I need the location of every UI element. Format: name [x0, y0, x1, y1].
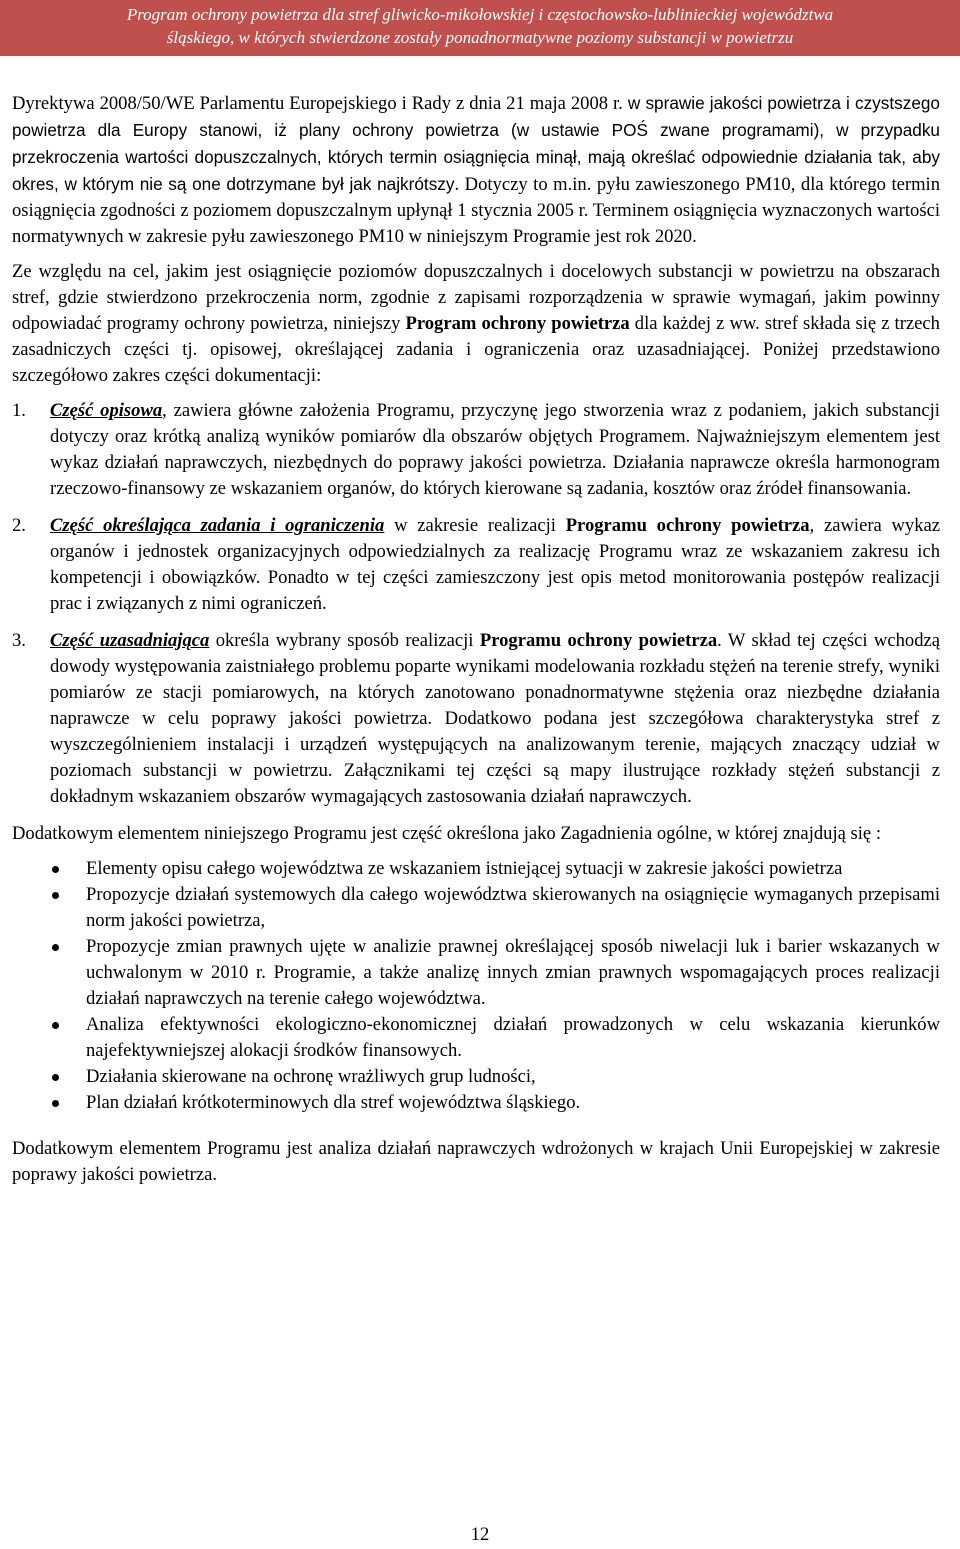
bullet-icon [12, 1012, 86, 1064]
part-text [50, 398, 940, 502]
list-item-text: Elementy opisu całego województwa ze wskazaniem istniejącej sytuacji w zakresie jakości powietrza [86, 858, 843, 879]
part-description: . W skład tej części wchodzą dowody występowania zaistniałego problemu poparte wynikami modelowania rozkładu stężeń na terenie strefy, wyniki pomiarów ze stacji pomiarowych, na których zanotowano ponadnormatywne stężenia oraz niezbędne działania naprawcze w celu poprawy jakości powietrza. Dodatkowo podana jest szczegółowa charakterystyka stref z wyszczególnieniem instalacji i urządzeń występujących na analizowanym terenie, mających znaczący udział w poziomach substancji w powietrzu. Załącznikami tej części są mapy ilustrujące rozkłady stężeń substancji z dokładnym wskazaniem obszarów wymagających zastosowania działań naprawczych. [50, 630, 940, 807]
part-text-before: określa wybrany sposób realizacji [209, 630, 480, 651]
bullet-icon [12, 1064, 86, 1090]
part-title: Część określająca zadania i ograniczenia [50, 515, 385, 536]
part-text [50, 513, 940, 617]
part-number: 2. [12, 515, 26, 536]
part-bold: Programu ochrony powietrza [479, 630, 718, 651]
list-item [12, 1064, 940, 1090]
list-item [12, 1012, 940, 1064]
part-description: , zawiera wykaz organów i jednostek organizacyjnych odpowiedzialnych za realizację Programu wraz ze wskazaniem zakresu ich kompetencji i obowiązków. Ponadto w tej części zamieszczony jest opis metod monitorowania postępów realizacji prac i związanych z nimi ograniczeń. [50, 515, 941, 614]
list-item [12, 882, 940, 934]
running-header [0, 0, 960, 56]
bullet-icon [12, 934, 86, 1012]
part-item-2 [12, 513, 940, 617]
part-bold: Programu ochrony powietrza [565, 515, 810, 536]
general-issues-list [12, 856, 940, 1116]
structure-paragraph [12, 259, 940, 389]
page-number: 12 [470, 1524, 490, 1545]
structure-text-after: dla każdej z ww. stref składa się z trzech zasadniczych części tj. opisowej, określającej zadania i ograniczenia oraz uzasadniającej. Poniżej przedstawiono szczegółowo zakres części dokumentacji: [12, 313, 940, 386]
list-item-text: Działania skierowane na ochronę wrażliwych grup ludności, [86, 1066, 536, 1087]
part-description: , zawiera główne założenia Programu, przyczynę jego stworzenia wraz z podaniem, jakich substancji dotyczy oraz krótką analizą wyników pomiarów dla obszarów objętych Programem. Najważniejszym elementem jest wykaz działań naprawczych, niezbędnych do poprawy jakości powietrza. Działania naprawcze określa harmonogram rzeczowo-finansowy ze wskazaniem organów, do których kierowane są zadania, kosztów oraz źródeł finansowania. [50, 400, 940, 499]
page-body [12, 90, 940, 1197]
header-line-1: Program ochrony powietrza dla stref gliwicko-mikołowskiej i częstochowsko-lublinieckiej województwa [126, 5, 834, 24]
list-item-text: Propozycje działań systemowych dla całego województwa skierowanych na osiągnięcie wymaganych przepisami norm jakości powietrza, [86, 884, 940, 931]
running-header-text [0, 3, 960, 49]
header-line-2: śląskiego, w których stwierdzone zostały ponadnormatywne poziomy substancji w powietrzu [166, 28, 794, 47]
part-item-3 [12, 628, 940, 810]
list-item [12, 934, 940, 1012]
intro-paragraph [12, 90, 940, 250]
structure-bold-title: Program ochrony powietrza [405, 313, 630, 334]
list-item-text: Plan działań krótkoterminowych dla stref województwa śląskiego. [86, 1092, 581, 1113]
part-title: Część opisowa [50, 400, 163, 421]
list-item [12, 1090, 940, 1116]
part-number: 3. [12, 630, 26, 651]
intro-rest-text: . Dotyczy to m.in. pyłu zawieszonego PM10, dla którego termin osiągnięcia zgodności z poziomem dopuszczalnym upłynął 1 stycznia 2005 r. Terminem osiągnięcia wyznaczonych wartości normatywnych w zakresie pyłu zawieszonego PM10 w niniejszym Programie jest rok 2020. [12, 174, 940, 247]
list-item-text: Propozycje zmian prawnych ujęte w analizie prawnej określającej sposób niwelacji luk i barier wskazanych w uchwalonym w 2010 r. Programie, a także analizę innych zmian prawnych wspomagających proces realizacji działań naprawczych na terenie całego województwa. [86, 936, 940, 1009]
bullet-icon [12, 882, 86, 934]
part-text-before: w zakresie realizacji [384, 515, 566, 536]
part-item-1 [12, 398, 940, 502]
list-item [12, 856, 940, 882]
structure-text-before: Ze względu na cel, jakim jest osiągnięcie poziomów dopuszczalnych i docelowych substancji w powietrzu na obszarach stref, gdzie stwierdzono przekroczenia norm, zgodnie z zapisami rozporządzenia w sprawie wymagań, jakim powinny odpowiadać programy ochrony powietrza, niniejszy [12, 261, 940, 334]
bullet-icon [12, 1090, 86, 1116]
intro-serif-text: Dyrektywa 2008/50/WE Parlamentu Europejskiego i Rady z dnia 21 maja 2008 r. [12, 93, 623, 114]
bullet-icon [12, 856, 86, 882]
list-item-text: Analiza efektywności ekologiczno-ekonomicznej działań prowadzonych w celu wskazania kierunków najefektywniejszej alokacji środków finansowych. [86, 1014, 940, 1061]
intro-sans-text: w sprawie jakości powietrza i czystszego powietrza dla Europy stanowi, iż plany ochrony powietrza (w ustawie POŚ zwane programami), w przypadku przekroczenia wartości dopuszczalnych, których termin osiągnięcia minął, mają określać odpowiednie działania tak, aby okres, w którym nie są one dotrzymane był jak najkrótszy [12, 93, 940, 194]
part-text [50, 628, 940, 810]
part-title: Część uzasadniająca [50, 630, 210, 651]
general-issues-paragraph: Dodatkowym elementem niniejszego Programu jest część określona jako Zagadnienia ogólne, w której znajdują się : [12, 823, 881, 844]
part-number: 1. [12, 400, 26, 421]
eu-analysis-paragraph: Dodatkowym elementem Programu jest analiza działań naprawczych wdrożonych w krajach Unii Europejskiej w zakresie poprawy jakości powietrza. [12, 1138, 940, 1185]
